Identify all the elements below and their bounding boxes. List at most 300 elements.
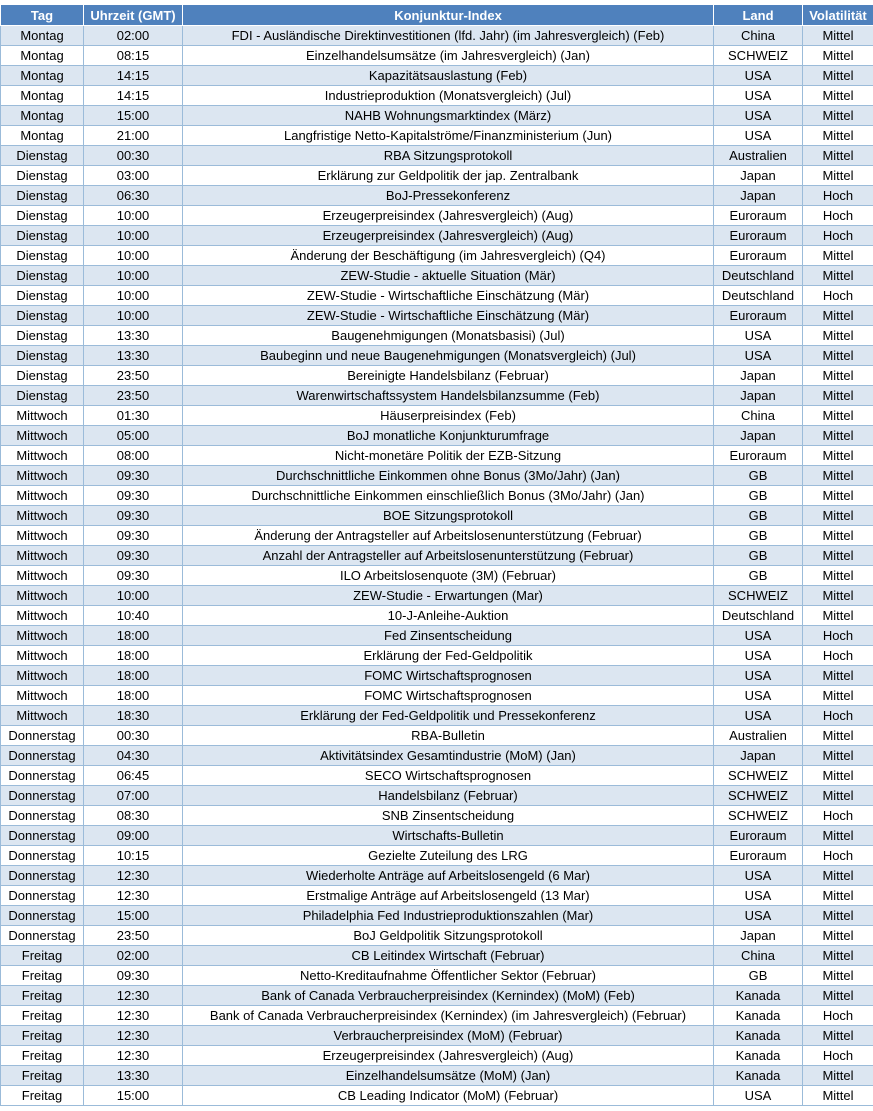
cell-volatility: Mittel <box>803 966 873 986</box>
cell-day: Montag <box>1 86 84 106</box>
cell-volatility: Mittel <box>803 786 873 806</box>
cell-volatility: Mittel <box>803 346 873 366</box>
cell-volatility: Mittel <box>803 246 873 266</box>
cell-day: Montag <box>1 106 84 126</box>
cell-time: 09:30 <box>84 466 183 486</box>
cell-country: USA <box>714 626 803 646</box>
cell-index: Häuserpreisindex (Feb) <box>183 406 714 426</box>
cell-index: Wirtschafts-Bulletin <box>183 826 714 846</box>
cell-index: Nicht-monetäre Politik der EZB-Sitzung <box>183 446 714 466</box>
cell-day: Mittwoch <box>1 406 84 426</box>
cell-volatility: Mittel <box>803 866 873 886</box>
cell-day: Donnerstag <box>1 866 84 886</box>
cell-day: Dienstag <box>1 266 84 286</box>
cell-time: 10:00 <box>84 286 183 306</box>
cell-time: 00:30 <box>84 146 183 166</box>
cell-volatility: Mittel <box>803 466 873 486</box>
cell-country: GB <box>714 966 803 986</box>
cell-volatility: Mittel <box>803 566 873 586</box>
cell-day: Mittwoch <box>1 526 84 546</box>
cell-index: Netto-Kreditaufnahme Öffentlicher Sektor (Februar) <box>183 966 714 986</box>
cell-country: Japan <box>714 186 803 206</box>
cell-time: 09:30 <box>84 526 183 546</box>
cell-day: Mittwoch <box>1 586 84 606</box>
cell-country: USA <box>714 866 803 886</box>
cell-time: 10:00 <box>84 306 183 326</box>
cell-time: 09:30 <box>84 546 183 566</box>
cell-time: 15:00 <box>84 106 183 126</box>
cell-index: FOMC Wirtschaftsprognosen <box>183 666 714 686</box>
cell-volatility: Mittel <box>803 126 873 146</box>
cell-index: SECO Wirtschaftsprognosen <box>183 766 714 786</box>
table-row <box>1 66 873 86</box>
cell-index: Änderung der Beschäftigung (im Jahresvergleich) (Q4) <box>183 246 714 266</box>
cell-day: Freitag <box>1 966 84 986</box>
cell-volatility: Hoch <box>803 1046 873 1066</box>
cell-index: Anzahl der Antragsteller auf Arbeitslosenunterstützung (Februar) <box>183 546 714 566</box>
cell-country: USA <box>714 1086 803 1106</box>
cell-country: Kanada <box>714 1026 803 1046</box>
header-index: Konjunktur-Index <box>183 5 714 26</box>
table-row <box>1 246 873 266</box>
cell-day: Freitag <box>1 1066 84 1086</box>
cell-volatility: Hoch <box>803 646 873 666</box>
cell-country: Australien <box>714 146 803 166</box>
cell-volatility: Mittel <box>803 386 873 406</box>
cell-day: Freitag <box>1 1046 84 1066</box>
cell-index: BoJ monatliche Konjunkturumfrage <box>183 426 714 446</box>
cell-volatility: Hoch <box>803 806 873 826</box>
table-row <box>1 886 873 906</box>
cell-day: Dienstag <box>1 226 84 246</box>
cell-day: Donnerstag <box>1 846 84 866</box>
cell-index: ILO Arbeitslosenquote (3M) (Februar) <box>183 566 714 586</box>
cell-country: Japan <box>714 426 803 446</box>
cell-day: Dienstag <box>1 386 84 406</box>
cell-country: Deutschland <box>714 286 803 306</box>
cell-index: BoJ Geldpolitik Sitzungsprotokoll <box>183 926 714 946</box>
cell-country: GB <box>714 466 803 486</box>
cell-country: Euroraum <box>714 226 803 246</box>
cell-time: 05:00 <box>84 426 183 446</box>
table-row <box>1 746 873 766</box>
cell-index: Bereinigte Handelsbilanz (Februar) <box>183 366 714 386</box>
cell-volatility: Mittel <box>803 926 873 946</box>
table-row <box>1 266 873 286</box>
cell-volatility: Mittel <box>803 266 873 286</box>
table-row <box>1 186 873 206</box>
cell-volatility: Mittel <box>803 166 873 186</box>
cell-day: Donnerstag <box>1 766 84 786</box>
cell-country: Euroraum <box>714 846 803 866</box>
cell-time: 18:00 <box>84 686 183 706</box>
cell-index: Änderung der Antragsteller auf Arbeitslosenunterstützung (Februar) <box>183 526 714 546</box>
cell-country: Kanada <box>714 1066 803 1086</box>
table-row <box>1 146 873 166</box>
cell-country: SCHWEIZ <box>714 766 803 786</box>
cell-index: Erzeugerpreisindex (Jahresvergleich) (Aug) <box>183 226 714 246</box>
table-row <box>1 466 873 486</box>
cell-country: China <box>714 26 803 46</box>
cell-day: Mittwoch <box>1 686 84 706</box>
cell-volatility: Mittel <box>803 326 873 346</box>
cell-country: USA <box>714 66 803 86</box>
cell-index: RBA-Bulletin <box>183 726 714 746</box>
cell-day: Dienstag <box>1 346 84 366</box>
table-row <box>1 1046 873 1066</box>
cell-time: 08:15 <box>84 46 183 66</box>
cell-day: Montag <box>1 26 84 46</box>
cell-country: China <box>714 406 803 426</box>
table-row <box>1 826 873 846</box>
cell-volatility: Hoch <box>803 706 873 726</box>
cell-country: USA <box>714 86 803 106</box>
cell-time: 02:00 <box>84 26 183 46</box>
cell-day: Freitag <box>1 1006 84 1026</box>
cell-country: Japan <box>714 926 803 946</box>
cell-volatility: Hoch <box>803 186 873 206</box>
cell-index: Erklärung der Fed-Geldpolitik und Pressekonferenz <box>183 706 714 726</box>
cell-time: 10:00 <box>84 586 183 606</box>
cell-day: Dienstag <box>1 366 84 386</box>
table-row <box>1 426 873 446</box>
cell-country: USA <box>714 346 803 366</box>
header-day: Tag <box>1 5 84 26</box>
cell-volatility: Hoch <box>803 626 873 646</box>
table-row <box>1 166 873 186</box>
cell-country: USA <box>714 326 803 346</box>
cell-country: China <box>714 946 803 966</box>
cell-country: GB <box>714 506 803 526</box>
cell-time: 12:30 <box>84 866 183 886</box>
table-row <box>1 566 873 586</box>
cell-country: Japan <box>714 746 803 766</box>
header-country: Land <box>714 5 803 26</box>
cell-volatility: Hoch <box>803 206 873 226</box>
cell-index: Kapazitätsauslastung (Feb) <box>183 66 714 86</box>
cell-index: ZEW-Studie - Erwartungen (Mar) <box>183 586 714 606</box>
cell-time: 06:30 <box>84 186 183 206</box>
cell-country: SCHWEIZ <box>714 586 803 606</box>
cell-day: Dienstag <box>1 186 84 206</box>
cell-volatility: Mittel <box>803 506 873 526</box>
table-row <box>1 226 873 246</box>
cell-volatility: Hoch <box>803 226 873 246</box>
cell-index: RBA Sitzungsprotokoll <box>183 146 714 166</box>
cell-day: Montag <box>1 46 84 66</box>
cell-country: Japan <box>714 386 803 406</box>
cell-country: GB <box>714 566 803 586</box>
cell-index: Baugenehmigungen (Monatsbasisi) (Jul) <box>183 326 714 346</box>
cell-index: ZEW-Studie - Wirtschaftliche Einschätzung (Mär) <box>183 306 714 326</box>
cell-day: Mittwoch <box>1 466 84 486</box>
cell-country: USA <box>714 906 803 926</box>
cell-time: 01:30 <box>84 406 183 426</box>
cell-day: Mittwoch <box>1 546 84 566</box>
cell-volatility: Hoch <box>803 1006 873 1026</box>
cell-country: Kanada <box>714 1006 803 1026</box>
cell-index: Durchschnittliche Einkommen ohne Bonus (3Mo/Jahr) (Jan) <box>183 466 714 486</box>
cell-time: 10:00 <box>84 226 183 246</box>
cell-country: Euroraum <box>714 306 803 326</box>
table-row <box>1 966 873 986</box>
cell-index: Baubeginn und neue Baugenehmigungen (Monatsvergleich) (Jul) <box>183 346 714 366</box>
cell-country: GB <box>714 486 803 506</box>
cell-time: 03:00 <box>84 166 183 186</box>
table-body <box>1 26 873 1106</box>
cell-volatility: Mittel <box>803 546 873 566</box>
cell-index: Gezielte Zuteilung des LRG <box>183 846 714 866</box>
table-row <box>1 126 873 146</box>
table-row <box>1 406 873 426</box>
cell-country: Kanada <box>714 986 803 1006</box>
cell-day: Mittwoch <box>1 426 84 446</box>
cell-index: Durchschnittliche Einkommen einschließlich Bonus (3Mo/Jahr) (Jan) <box>183 486 714 506</box>
table-row <box>1 766 873 786</box>
cell-volatility: Mittel <box>803 1086 873 1106</box>
cell-country: SCHWEIZ <box>714 786 803 806</box>
cell-day: Dienstag <box>1 246 84 266</box>
cell-country: USA <box>714 106 803 126</box>
table-row <box>1 726 873 746</box>
cell-day: Mittwoch <box>1 506 84 526</box>
cell-index: Warenwirtschaftssystem Handelsbilanzsumme (Feb) <box>183 386 714 406</box>
table-row <box>1 626 873 646</box>
table-row <box>1 926 873 946</box>
cell-country: USA <box>714 646 803 666</box>
table-row <box>1 206 873 226</box>
cell-time: 10:00 <box>84 206 183 226</box>
table-row <box>1 1026 873 1046</box>
cell-country: GB <box>714 546 803 566</box>
cell-day: Donnerstag <box>1 806 84 826</box>
cell-country: GB <box>714 526 803 546</box>
cell-day: Dienstag <box>1 146 84 166</box>
cell-country: USA <box>714 666 803 686</box>
cell-country: USA <box>714 706 803 726</box>
cell-volatility: Mittel <box>803 586 873 606</box>
cell-index: Einzelhandelsumsätze (im Jahresvergleich) (Jan) <box>183 46 714 66</box>
cell-time: 23:50 <box>84 366 183 386</box>
cell-day: Mittwoch <box>1 446 84 466</box>
cell-volatility: Hoch <box>803 286 873 306</box>
cell-day: Montag <box>1 66 84 86</box>
cell-index: Erzeugerpreisindex (Jahresvergleich) (Aug) <box>183 1046 714 1066</box>
economic-calendar-table <box>0 4 873 1106</box>
cell-country: Euroraum <box>714 446 803 466</box>
cell-day: Mittwoch <box>1 626 84 646</box>
cell-country: SCHWEIZ <box>714 806 803 826</box>
table-row <box>1 446 873 466</box>
cell-time: 08:30 <box>84 806 183 826</box>
cell-volatility: Mittel <box>803 906 873 926</box>
cell-day: Mittwoch <box>1 566 84 586</box>
cell-time: 04:30 <box>84 746 183 766</box>
cell-country: USA <box>714 686 803 706</box>
table-row <box>1 786 873 806</box>
cell-index: Industrieproduktion (Monatsvergleich) (Jul) <box>183 86 714 106</box>
cell-index: Bank of Canada Verbraucherpreisindex (Kernindex) (im Jahresvergleich) (Februar) <box>183 1006 714 1026</box>
cell-time: 15:00 <box>84 1086 183 1106</box>
cell-day: Dienstag <box>1 326 84 346</box>
cell-country: USA <box>714 886 803 906</box>
cell-volatility: Mittel <box>803 426 873 446</box>
cell-time: 10:40 <box>84 606 183 626</box>
table-row <box>1 846 873 866</box>
cell-time: 18:00 <box>84 646 183 666</box>
cell-volatility: Mittel <box>803 66 873 86</box>
cell-index: Aktivitätsindex Gesamtindustrie (MoM) (Jan) <box>183 746 714 766</box>
cell-volatility: Mittel <box>803 666 873 686</box>
cell-index: Erstmalige Anträge auf Arbeitslosengeld (13 Mar) <box>183 886 714 906</box>
cell-time: 02:00 <box>84 946 183 966</box>
cell-day: Dienstag <box>1 166 84 186</box>
cell-time: 12:30 <box>84 886 183 906</box>
cell-day: Mittwoch <box>1 666 84 686</box>
cell-time: 10:15 <box>84 846 183 866</box>
table-row <box>1 646 873 666</box>
cell-country: Euroraum <box>714 206 803 226</box>
table-row <box>1 706 873 726</box>
cell-time: 07:00 <box>84 786 183 806</box>
cell-time: 23:50 <box>84 926 183 946</box>
table-row <box>1 866 873 886</box>
cell-country: Japan <box>714 166 803 186</box>
cell-volatility: Mittel <box>803 306 873 326</box>
table-row <box>1 666 873 686</box>
cell-day: Donnerstag <box>1 726 84 746</box>
cell-time: 12:30 <box>84 1026 183 1046</box>
cell-country: USA <box>714 126 803 146</box>
cell-day: Donnerstag <box>1 746 84 766</box>
cell-time: 09:30 <box>84 486 183 506</box>
table-row <box>1 386 873 406</box>
cell-day: Freitag <box>1 986 84 1006</box>
cell-country: Deutschland <box>714 266 803 286</box>
table-row <box>1 106 873 126</box>
cell-day: Donnerstag <box>1 826 84 846</box>
cell-index: SNB Zinsentscheidung <box>183 806 714 826</box>
cell-index: Einzelhandelsumsätze (MoM) (Jan) <box>183 1066 714 1086</box>
cell-day: Mittwoch <box>1 486 84 506</box>
table-row <box>1 546 873 566</box>
cell-index: BoJ-Pressekonferenz <box>183 186 714 206</box>
table-row <box>1 26 873 46</box>
cell-day: Donnerstag <box>1 906 84 926</box>
cell-time: 12:30 <box>84 1046 183 1066</box>
cell-time: 08:00 <box>84 446 183 466</box>
table-row <box>1 986 873 1006</box>
cell-time: 18:00 <box>84 666 183 686</box>
cell-country: Euroraum <box>714 826 803 846</box>
cell-volatility: Mittel <box>803 46 873 66</box>
header-row <box>1 5 873 26</box>
cell-index: NAHB Wohnungsmarktindex (März) <box>183 106 714 126</box>
cell-index: ZEW-Studie - Wirtschaftliche Einschätzung (Mär) <box>183 286 714 306</box>
cell-time: 13:30 <box>84 326 183 346</box>
table-row <box>1 1086 873 1106</box>
table-row <box>1 1006 873 1026</box>
cell-time: 12:30 <box>84 1006 183 1026</box>
cell-time: 10:00 <box>84 266 183 286</box>
cell-day: Mittwoch <box>1 606 84 626</box>
cell-time: 09:00 <box>84 826 183 846</box>
cell-time: 18:30 <box>84 706 183 726</box>
cell-volatility: Mittel <box>803 526 873 546</box>
cell-time: 06:45 <box>84 766 183 786</box>
cell-time: 21:00 <box>84 126 183 146</box>
cell-volatility: Mittel <box>803 766 873 786</box>
cell-time: 14:15 <box>84 66 183 86</box>
cell-index: ZEW-Studie - aktuelle Situation (Mär) <box>183 266 714 286</box>
table-row <box>1 806 873 826</box>
cell-volatility: Mittel <box>803 746 873 766</box>
cell-country: SCHWEIZ <box>714 46 803 66</box>
table-row <box>1 586 873 606</box>
cell-day: Donnerstag <box>1 786 84 806</box>
cell-volatility: Mittel <box>803 146 873 166</box>
cell-index: FOMC Wirtschaftsprognosen <box>183 686 714 706</box>
cell-day: Montag <box>1 126 84 146</box>
cell-volatility: Mittel <box>803 26 873 46</box>
cell-volatility: Mittel <box>803 946 873 966</box>
table-row <box>1 326 873 346</box>
cell-time: 09:30 <box>84 506 183 526</box>
cell-day: Dienstag <box>1 306 84 326</box>
cell-day: Donnerstag <box>1 886 84 906</box>
cell-country: Euroraum <box>714 246 803 266</box>
cell-volatility: Mittel <box>803 446 873 466</box>
cell-volatility: Mittel <box>803 826 873 846</box>
cell-volatility: Mittel <box>803 86 873 106</box>
table-row <box>1 506 873 526</box>
cell-time: 23:50 <box>84 386 183 406</box>
cell-time: 09:30 <box>84 566 183 586</box>
table-row <box>1 486 873 506</box>
table-row <box>1 946 873 966</box>
cell-index: CB Leading Indicator (MoM) (Februar) <box>183 1086 714 1106</box>
cell-volatility: Mittel <box>803 726 873 746</box>
cell-time: 15:00 <box>84 906 183 926</box>
cell-time: 10:00 <box>84 246 183 266</box>
cell-index: Fed Zinsentscheidung <box>183 626 714 646</box>
cell-time: 13:30 <box>84 1066 183 1086</box>
table-row <box>1 46 873 66</box>
cell-index: CB Leitindex Wirtschaft (Februar) <box>183 946 714 966</box>
header-volatility: Volatilität <box>803 5 873 26</box>
cell-day: Freitag <box>1 1026 84 1046</box>
cell-volatility: Hoch <box>803 846 873 866</box>
cell-index: FDI - Ausländische Direktinvestitionen (lfd. Jahr) (im Jahresvergleich) (Feb) <box>183 26 714 46</box>
cell-volatility: Mittel <box>803 106 873 126</box>
cell-country: Deutschland <box>714 606 803 626</box>
cell-country: Australien <box>714 726 803 746</box>
cell-index: Verbraucherpreisindex (MoM) (Februar) <box>183 1026 714 1046</box>
cell-volatility: Mittel <box>803 1066 873 1086</box>
cell-country: Japan <box>714 366 803 386</box>
table-row <box>1 606 873 626</box>
cell-index: 10-J-Anleihe-Auktion <box>183 606 714 626</box>
cell-time: 14:15 <box>84 86 183 106</box>
cell-volatility: Mittel <box>803 406 873 426</box>
cell-time: 18:00 <box>84 626 183 646</box>
table-row <box>1 686 873 706</box>
table-row <box>1 1066 873 1086</box>
cell-day: Mittwoch <box>1 706 84 726</box>
table-row <box>1 906 873 926</box>
cell-index: Erklärung zur Geldpolitik der jap. Zentralbank <box>183 166 714 186</box>
cell-volatility: Mittel <box>803 686 873 706</box>
